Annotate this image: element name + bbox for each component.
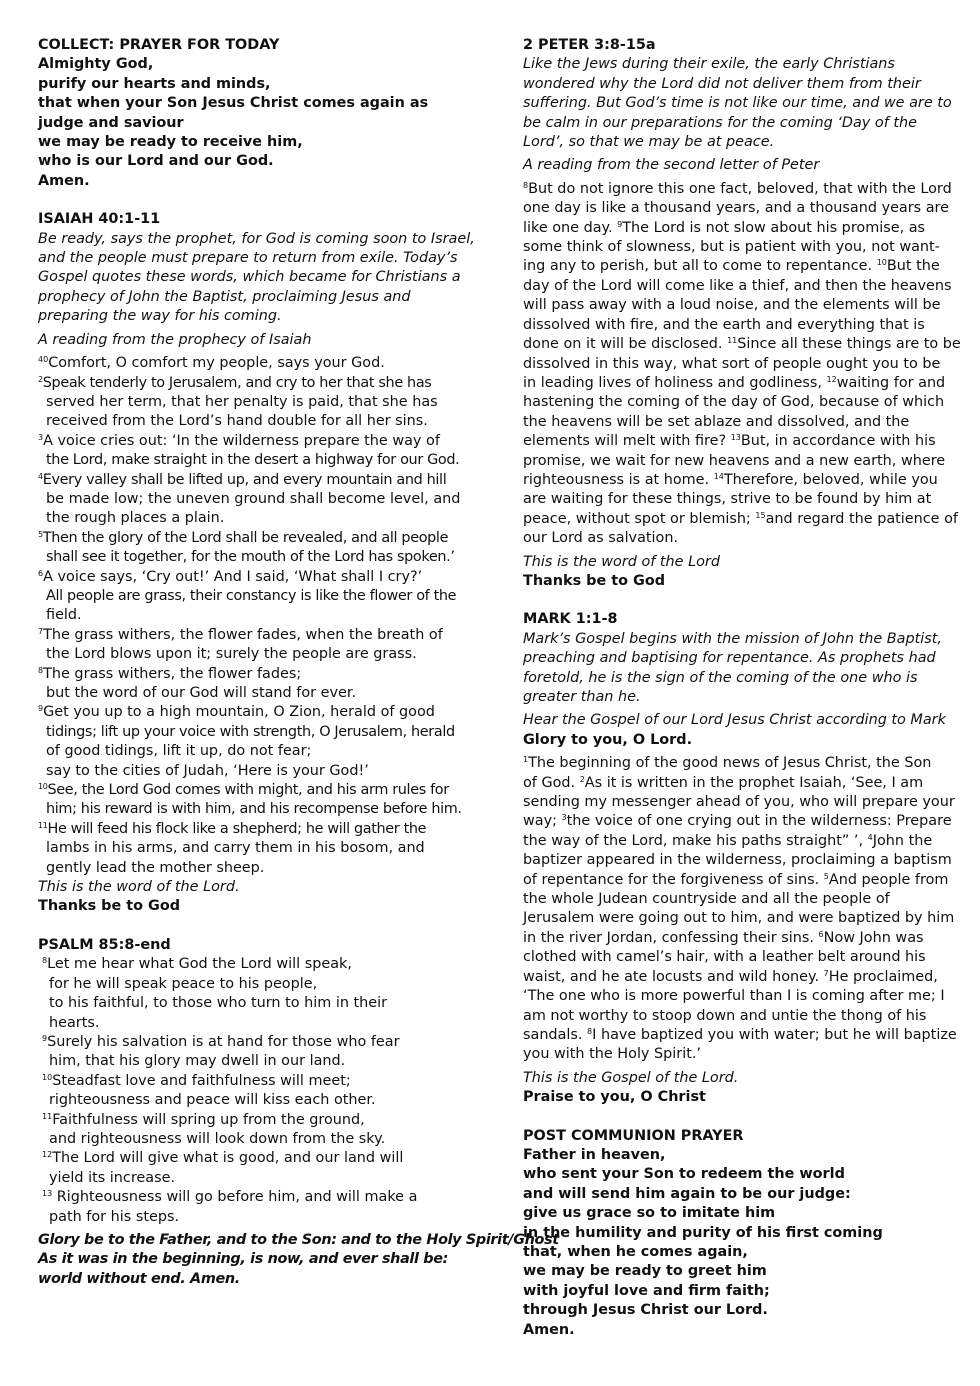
reading-line [523,471,953,490]
verse-text: dissolved with fire, and the earth and everything that is [523,316,925,333]
verse-text: served her term, that her penalty is paid, that she has [46,393,438,410]
verse-text: Now John was [823,929,924,946]
verse-text: Jerusalem were going out to him, and were baptized by him [523,910,955,927]
verse-text: received from the Lord’s hand double for all her sins. [46,413,428,430]
peter-text [523,180,961,549]
verse-text: shall see it together, for the mouth of the Lord has spoken.’ [46,549,455,566]
prayer-line: Father in heaven, [523,1146,666,1163]
verse-text: Speak tenderly to Jerusalem, and cry to her that she has [42,374,432,391]
verse-text: I have baptized you with water; but he will baptize [592,1026,957,1043]
verse-text: to his faithful, to those who turn to him in their [49,995,388,1012]
verse-text: day of the Lord will come like a thief, and then the heavens [523,277,952,294]
verse-number: 8 [587,1026,593,1036]
verse-text: for he will speak peace to his people, [49,975,318,992]
verse-number: 11 [727,336,738,346]
verse-text: The grass withers, the flower fades; [43,665,302,682]
reading-line [523,413,953,432]
reading-line [523,393,953,412]
verse-text: The Lord is not slow about his promise, as [622,219,926,236]
reading-line [523,219,953,238]
prayer-line: we may be ready to receive him, [38,134,303,151]
verse-number: 12 [42,1150,53,1160]
isaiah-response: Thanks be to God [38,898,181,915]
verse-text: sending my messenger ahead of you, who will prepare your [523,794,955,811]
verse-text: and righteousness will look down from the sky. [49,1130,386,1147]
prayer-line: that when your Son Jesus Christ comes again as [38,95,429,112]
prayer-line: through Jesus Christ our Lord. [523,1302,768,1319]
verse-line [38,374,470,393]
verse-text: hearts. [49,1014,100,1031]
verse-text: am not worthy to stoop down and untie the thong of his [523,1007,927,1024]
verse-line [38,626,470,645]
verse-text: righteousness and peace will kiss each other. [49,1092,376,1109]
intro-line: Like the Jews during their exile, the early Christians [523,56,895,73]
intro-line: be calm in our preparations for the coming ‘Day of the [523,114,917,131]
verse-number: 14 [713,471,724,481]
reading-line [523,929,953,948]
collect-section [38,36,470,191]
verse-line [38,762,470,781]
verse-line [38,529,470,548]
verse-line [38,1169,470,1188]
verse-text: our Lord as salvation. [523,530,679,547]
verse-line [38,432,470,451]
reading-line [523,871,953,890]
reading-line [523,1026,957,1045]
mark-announcement-response: Glory to you, O Lord. [523,731,693,748]
verse-text: He proclaimed, [828,968,938,985]
reading-line [523,529,953,548]
verse-text: the Lord, make straight in the desert a highway for our God. [46,452,460,469]
verse-number: 9 [42,1033,48,1043]
verse-number: 3 [38,432,44,442]
verse-line [38,1149,470,1168]
verse-text: and regard the patience of [765,510,958,527]
peter-closing: This is the word of the Lord [523,553,720,570]
prayer-line: give us grace so to imitate him [523,1205,776,1222]
verse-text: Comfort, O comfort my people, says your God. [48,355,385,372]
intro-line: suffering. But God’s time is not like our time, and we are to [523,95,952,112]
reading-line [523,257,953,276]
verse-number: 13 [42,1189,53,1199]
reading-line [523,432,953,451]
verse-line [38,1208,470,1227]
peter-heading: 2 PETER 3:8-15a [523,37,656,53]
intro-line: wondered why the Lord did not deliver them from their [523,75,921,92]
verse-number: 3 [561,813,567,823]
reading-line [523,948,953,967]
verse-text: of God. [523,774,580,791]
psalm-heading: PSALM 85:8-end [38,936,171,953]
prayer-line: we may be ready to greet him [523,1263,767,1280]
verse-text: some think of slowness, but is patient with you, not want- [523,239,940,256]
peter-intro [523,55,953,152]
isaiah-section [38,210,475,917]
verse-number: 10 [42,1072,53,1082]
verse-text: All people are grass, their constancy is like the flower of the [46,587,457,604]
verse-line [38,820,470,839]
verse-text: baptizer appeared in the wilderness, proclaiming a baptism [523,852,952,869]
reading-line [523,793,953,812]
reading-line [523,1045,953,1064]
verse-line [38,1033,470,1052]
verse-line [38,606,470,625]
reading-line [523,510,958,529]
verse-text: The grass withers, the flower fades, when the breath of [43,626,443,643]
verse-number: 8 [38,665,44,675]
reading-line [523,490,953,509]
verse-text: dissolved in this way, what sort of people ought you to be [523,355,941,372]
verse-text: the rough places a plain. [46,510,225,527]
reading-line [523,851,953,870]
reading-line [523,316,953,335]
intro-line: greater than he. [523,689,641,705]
verse-text: of good tidings, lift it up, do not fear; [46,743,312,760]
verse-text: you with the Holy Spirit.’ [523,1046,701,1063]
verse-text: A voice says, ‘Cry out!’ And I said, ‘What shall I cry?’ [43,568,423,585]
isaiah-heading: ISAIAH 40:1-11 [38,211,161,228]
verse-text: Therefore, beloved, while you [723,471,938,488]
verse-text: him, that his glory may dwell in our land. [49,1053,346,1070]
verse-text: yield its increase. [49,1169,176,1186]
reading-line [523,374,953,393]
verse-number: 6 [38,568,44,578]
prayer-line: and will send him again to be our judge: [523,1185,851,1202]
verse-text: the heavens will be set ablaze and dissolved, and the [523,413,910,430]
reading-line [523,238,953,257]
verse-text: waist, and he ate locusts and wild honey. [523,968,824,985]
prayer-line: purify our hearts and minds, [38,75,271,92]
gloria-line: Glory be to the Father, and to the Son: and to the Holy Spirit/Ghost [38,1231,559,1248]
isaiah-closing: This is the word of the Lord. [38,879,240,896]
verse-text: But, in accordance with his [740,433,936,450]
prayer-line: in the humility and purity of his first coming [523,1224,883,1241]
verse-text: He will feed his flock like a shepherd; he will gather the [47,820,427,837]
verse-text: clothed with camel’s hair, with a leather belt around his [523,949,926,966]
verse-line [38,1072,470,1091]
verse-line [38,490,470,509]
verse-text: But do not ignore this one fact, beloved, that with the Lord [528,180,952,197]
verse-line [38,1014,470,1033]
verse-text: one day is like a thousand years, and a thousand years are [523,200,950,217]
verse-text: way; [523,813,562,830]
verse-text: of repentance for the forgiveness of sins. [523,871,824,888]
verse-number: 4 [38,471,43,481]
verse-text: him; his reward is with him, and his recompense before him. [46,801,462,818]
verse-number: 7 [38,626,44,636]
verse-number: 5 [38,529,43,539]
reading-line [523,812,953,831]
verse-text: peace, without spot or blemish; [523,510,756,527]
reading-line [523,355,953,374]
intro-line: preaching and baptising for repentance. As prophets had [523,650,936,667]
verse-text: Then the glory of the Lord shall be revealed, and all people [42,529,449,546]
verse-text: Get you up to a high mountain, O Zion, herald of good [43,704,435,721]
isaiah-intro [38,230,475,327]
verse-text: hastening the coming of the day of God, because of which [523,394,945,411]
intro-line: and the people must prepare to return from exile. Today’s [38,250,458,267]
verse-text: Since all these things are to be [737,336,961,353]
prayer-line: Amen. [38,172,90,189]
intro-line: foretold, he is the sign of the coming of the one who is [523,669,918,686]
verse-line [38,568,470,587]
verse-line [38,723,470,742]
verse-number: 11 [38,820,48,830]
verse-text: the voice of one crying out in the wilderness: Prepare [566,813,952,830]
verse-text: And people from [828,871,949,888]
verse-text: Steadfast love and faithfulness will meet; [52,1072,351,1089]
verse-text: the whole Judean countryside and all the people of [523,891,890,908]
mark-heading: MARK 1:1-8 [523,611,618,628]
reading-line [523,1007,953,1026]
reading-line [523,890,953,909]
peter-section [523,36,961,591]
verse-line [38,684,470,703]
verse-line [38,587,470,606]
verse-text: promise, we wait for new heavens and a new earth, where [523,452,946,469]
reading-line [523,968,953,987]
isaiah-text [38,354,470,878]
verse-line [38,994,470,1013]
verse-number: 8 [42,956,48,966]
verse-text: sandals. [523,1026,588,1043]
verse-number: 12 [826,374,837,384]
mark-intro [523,630,953,708]
verse-line [38,548,470,567]
verse-number: 10 [876,258,887,268]
reading-line [523,452,953,471]
verse-text: the Lord blows upon it; surely the people are grass. [46,646,417,663]
verse-text: field. [46,607,82,624]
prayer-line: Almighty God, [38,56,154,73]
verse-line [38,781,470,800]
mark-response: Praise to you, O Christ [523,1089,706,1106]
verse-line [38,354,470,373]
verse-number: 9 [38,704,44,714]
post-communion-section [523,1127,953,1340]
verse-line [38,509,470,528]
verse-number: 13 [730,433,741,443]
verse-text: Let me hear what God the Lord will speak, [47,956,352,973]
reading-line [523,909,953,928]
reading-line [523,754,953,773]
verse-number: 7 [823,968,829,978]
reading-line [523,199,953,218]
verse-number: 6 [818,929,824,939]
verse-text: John the [872,832,933,849]
reading-line [523,277,953,296]
verse-text: say to the cities of Judah, ‘Here is your God!’ [46,762,369,779]
mark-closing: This is the Gospel of the Lord. [523,1069,739,1086]
verse-line [38,393,470,412]
verse-number: 1 [523,755,529,765]
verse-line [38,1130,470,1149]
gloria-line: world without end. Amen. [38,1270,240,1287]
collect-heading: COLLECT: PRAYER FOR TODAY [38,37,280,53]
verse-number: 5 [823,871,829,881]
verse-text: like one day. [523,219,618,236]
verse-line [38,703,470,722]
verse-text: Every valley shall be lifted up, and every mountain and hill [42,471,447,488]
intro-line: prophecy of John the Baptist, proclaiming Jesus and [38,288,411,305]
verse-text: in leading lives of holiness and godliness, [523,374,827,391]
verse-text: Surely his salvation is at hand for those who fear [47,1033,400,1050]
verse-line [38,839,470,858]
verse-line [38,471,470,490]
prayer-line: that, when he comes again, [523,1243,748,1260]
verse-line [38,859,470,878]
verse-number: 10 [38,782,48,792]
gloria [38,1231,559,1289]
verse-text: The beginning of the good news of Jesus Christ, the Son [528,755,932,772]
prayer-line: Amen. [523,1321,575,1338]
verse-text: As it is written in the prophet Isaiah, ‘See, I am [584,774,924,791]
verse-text: The Lord will give what is good, and our land will [52,1150,404,1167]
verse-text: See, the Lord God comes with might, and his arm rules for [47,782,449,799]
prayer-line: with joyful love and firm faith; [523,1282,770,1299]
verse-text: in the river Jordan, confessing their sins. [523,929,819,946]
verse-number: 9 [617,219,623,229]
post-communion-heading: POST COMMUNION PRAYER [523,1127,744,1144]
mark-text [523,754,957,1065]
verse-text: gently lead the mother sheep. [46,859,265,876]
verse-text: elements will melt with fire? [523,433,731,450]
verse-line [38,645,470,664]
verse-text: righteousness is at home. [523,471,714,488]
verse-text: but the word of our God will stand for ever. [46,685,357,701]
verse-number: 2 [579,774,585,784]
verse-number: 15 [755,510,766,520]
verse-text: are waiting for these things, strive to be found by him at [523,491,932,508]
intro-line: Mark’s Gospel begins with the mission of John the Baptist, [523,630,942,647]
verse-line [38,1052,470,1071]
peter-announcement: A reading from the second letter of Peter [523,157,820,174]
reading-line [523,335,961,354]
verse-text: the way of the Lord, make his paths straight” ’, [523,832,868,849]
verse-text: ‘The one who is more powerful than I is coming after me; I [523,988,945,1005]
mark-section [523,610,957,1107]
verse-text: waiting for and [836,374,946,391]
intro-line: Gospel quotes these words, which became for Christians a [38,269,461,286]
verse-line [38,975,470,994]
verse-line [38,800,470,819]
verse-line [38,665,470,684]
verse-text: Righteousness will go before him, and will make a [52,1189,418,1206]
verse-line [38,412,470,431]
prayer-line: who is our Lord and our God. [38,153,274,170]
reading-line [523,180,953,199]
isaiah-announcement: A reading from the prophecy of Isaiah [38,331,312,348]
reading-line [523,296,953,315]
reading-line [523,774,953,793]
verse-line [38,1111,470,1130]
psalm-text [38,955,470,1227]
verse-text: Faithfulness will spring up from the ground, [52,1111,365,1128]
verse-text: A voice cries out: ‘In the wilderness prepare the way of [43,432,440,449]
verse-text: tidings; lift up your voice with strength, O Jerusalem, herald [46,723,455,740]
verse-text: path for his steps. [49,1208,180,1225]
verse-number: 11 [42,1111,53,1121]
verse-text: be made low; the uneven ground shall become level, and [46,490,461,507]
peter-response: Thanks be to God [523,572,666,589]
intro-line: Be ready, says the prophet, for God is coming soon to Israel, [38,230,475,247]
reading-line [523,832,953,851]
verse-text: will pass away with a loud noise, and the elements will be [523,297,941,314]
verse-text: lambs in his arms, and carry them in his bosom, and [46,840,425,857]
gloria-line: As it was in the beginning, is now, and ever shall be: [38,1251,449,1268]
verse-line [38,1091,470,1110]
verse-number: 4 [867,832,873,842]
verse-text: done on it will be disclosed. [523,336,728,353]
prayer-line: who sent your Son to redeem the world [523,1166,845,1183]
mark-announcement: Hear the Gospel of our Lord Jesus Christ according to Mark [523,712,946,729]
verse-text: But the [886,258,940,275]
verse-line [38,955,470,974]
verse-number: 8 [523,180,529,190]
verse-line [38,1188,470,1207]
prayer-line: judge and saviour [38,114,184,131]
verse-text: ing any to perish, but all to come to repentance. [523,258,877,275]
intro-line: preparing the way for his coming. [38,308,282,325]
intro-line: Lord’, so that we may be at peace. [523,134,775,151]
verse-line [38,451,470,470]
verse-number: 40 [38,355,49,365]
verse-line [38,742,470,761]
collect-prayer [38,55,470,191]
post-communion-prayer [523,1146,953,1340]
reading-line [523,987,953,1006]
right-column [523,36,961,1340]
verse-number: 2 [38,374,43,384]
